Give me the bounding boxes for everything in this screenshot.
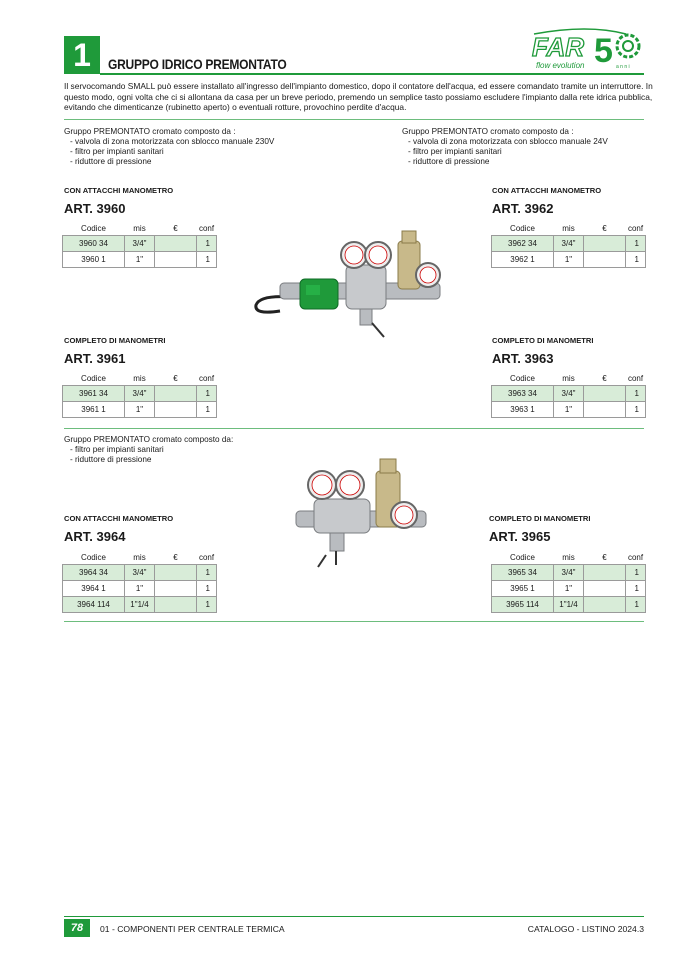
- cell-euro: [584, 565, 626, 581]
- col-mis: mis: [133, 553, 146, 562]
- cell-mis: 3/4": [554, 565, 584, 581]
- group-item: - filtro per impianti sanitari: [70, 147, 164, 156]
- art-3964-subtitle: CON ATTACCHI MANOMETRO: [64, 514, 174, 523]
- cell-euro: [155, 402, 197, 418]
- col-conf: conf: [627, 553, 644, 562]
- cell-conf: 1: [626, 252, 646, 268]
- intro-text: Il servocomando SMALL può essere installato all'ingresso dell'impianto domestico, dopo il contatore dell'acqua, ed essere comandato tramite un interruttore. In questo modo, ogni volta che ci si allontana da casa per un breve periodo, premendo un semplice tasto possiamo escludere l'impianto dalla rete idrica pubblica, evitando che dimenticanze (rubinetto aperto) o eventuali rotture, provochino perdite d'acqua.: [64, 81, 653, 113]
- group-description-bottom: [64, 435, 233, 465]
- cell-euro: [155, 581, 197, 597]
- header-divider: [100, 73, 644, 75]
- col-conf: conf: [198, 374, 215, 383]
- col-codice: Codice: [510, 374, 535, 383]
- group-item: - riduttore di pressione: [408, 157, 490, 166]
- section-divider: [64, 621, 644, 622]
- cell-codice: 3964 114: [63, 597, 125, 613]
- table-row: [63, 597, 217, 613]
- cell-mis: 1": [554, 252, 584, 268]
- art-3965-title: ART. 3965: [489, 529, 551, 544]
- art-3960-table: [62, 222, 217, 268]
- col-codice: Codice: [81, 553, 106, 562]
- cell-mis: 1": [125, 252, 155, 268]
- cell-mis: 1": [125, 581, 155, 597]
- table-row: [492, 565, 646, 581]
- cell-conf: 1: [197, 402, 217, 418]
- cell-conf: 1: [197, 252, 217, 268]
- col-conf: conf: [627, 374, 644, 383]
- cell-mis: 3/4": [554, 386, 584, 402]
- col-conf: conf: [198, 224, 215, 233]
- group-title: Gruppo PREMONTATO cromato composto da :: [64, 127, 236, 136]
- cell-euro: [155, 386, 197, 402]
- art-3960-subtitle: CON ATTACCHI MANOMETRO: [64, 186, 174, 195]
- table-row: [63, 581, 217, 597]
- group-item: - valvola di zona motorizzata con sblocco manuale 230V: [70, 137, 275, 146]
- cell-euro: [155, 252, 197, 268]
- col-euro: €: [602, 224, 607, 233]
- cell-conf: 1: [197, 597, 217, 613]
- cell-codice: 3965 114: [492, 597, 554, 613]
- cell-mis: 3/4": [125, 386, 155, 402]
- cell-conf: 1: [197, 236, 217, 252]
- product-image-motorized-group: [250, 225, 450, 345]
- cell-codice: 3960 34: [63, 236, 125, 252]
- art-3960-title: ART. 3960: [64, 201, 126, 216]
- group-item: - valvola di zona motorizzata con sblocco manuale 24V: [408, 137, 608, 146]
- logo-tagline: flow evolution: [536, 61, 585, 70]
- logo-text: FAR: [532, 32, 584, 62]
- cell-codice: 3963 1: [492, 402, 554, 418]
- cell-codice: 3965 1: [492, 581, 554, 597]
- col-mis: mis: [562, 553, 575, 562]
- art-3964-table: [62, 551, 217, 613]
- far-logo: [528, 26, 646, 72]
- cell-mis: 1": [125, 402, 155, 418]
- cell-mis: 1": [554, 402, 584, 418]
- cell-codice: 3961 34: [63, 386, 125, 402]
- col-euro: €: [173, 224, 178, 233]
- art-3962-title: ART. 3962: [492, 201, 554, 216]
- art-3963-table: [491, 372, 646, 418]
- cell-euro: [584, 252, 626, 268]
- cell-codice: 3963 34: [492, 386, 554, 402]
- cell-mis: 1"1/4: [554, 597, 584, 613]
- table-row: [63, 402, 217, 418]
- art-3964-title: ART. 3964: [64, 529, 126, 544]
- cell-euro: [155, 236, 197, 252]
- group-title: Gruppo PREMONTATO cromato composto da :: [402, 127, 574, 136]
- cell-euro: [155, 597, 197, 613]
- cell-codice: 3962 34: [492, 236, 554, 252]
- group-item: - riduttore di pressione: [70, 455, 152, 464]
- col-mis: mis: [133, 374, 146, 383]
- page-number: 78: [64, 919, 90, 937]
- cell-conf: 1: [626, 386, 646, 402]
- col-euro: €: [173, 374, 178, 383]
- cell-mis: 1"1/4: [125, 597, 155, 613]
- cell-conf: 1: [197, 581, 217, 597]
- group-item: - filtro per impianti sanitari: [408, 147, 502, 156]
- section-divider: [64, 428, 644, 429]
- cell-euro: [584, 597, 626, 613]
- table-row: [492, 236, 646, 252]
- cell-conf: 1: [197, 565, 217, 581]
- art-3963-subtitle: COMPLETO DI MANOMETRI: [492, 336, 594, 345]
- cell-mis: 3/4": [125, 565, 155, 581]
- footer-divider: [64, 916, 644, 917]
- table-row: [63, 386, 217, 402]
- col-euro: €: [173, 553, 178, 562]
- art-3961-table: [62, 372, 217, 418]
- table-row: [492, 252, 646, 268]
- cell-codice: 3965 34: [492, 565, 554, 581]
- section-number: 1: [64, 36, 100, 74]
- col-conf: conf: [627, 224, 644, 233]
- cell-euro: [584, 581, 626, 597]
- group-item: - filtro per impianti sanitari: [70, 445, 164, 454]
- table-row: [492, 597, 646, 613]
- page-title: GRUPPO IDRICO PREMONTATO: [108, 56, 287, 72]
- cell-mis: 3/4": [554, 236, 584, 252]
- footer-catalog: CATALOGO - LISTINO 2024.3: [527, 924, 644, 934]
- cell-euro: [155, 565, 197, 581]
- cell-codice: 3961 1: [63, 402, 125, 418]
- cell-codice: 3960 1: [63, 252, 125, 268]
- col-conf: conf: [198, 553, 215, 562]
- cell-conf: 1: [197, 386, 217, 402]
- group-title: Gruppo PREMONTATO cromato composto da:: [64, 435, 234, 444]
- table-row: [492, 581, 646, 597]
- cell-euro: [584, 236, 626, 252]
- cell-codice: 3962 1: [492, 252, 554, 268]
- art-3965-table: [491, 551, 646, 613]
- col-mis: mis: [133, 224, 146, 233]
- col-codice: Codice: [510, 224, 535, 233]
- cell-conf: 1: [626, 236, 646, 252]
- art-3962-table: [491, 222, 646, 268]
- art-3963-title: ART. 3963: [492, 351, 554, 366]
- cell-mis: 3/4": [125, 236, 155, 252]
- cell-codice: 3964 34: [63, 565, 125, 581]
- product-image-filter-group: [292, 455, 432, 575]
- cell-codice: 3964 1: [63, 581, 125, 597]
- logo-anni: a n n i: [616, 64, 630, 70]
- art-3961-subtitle: COMPLETO DI MANOMETRI: [64, 336, 166, 345]
- cell-conf: 1: [626, 597, 646, 613]
- cell-conf: 1: [626, 581, 646, 597]
- intro-divider: [64, 119, 644, 120]
- table-row: [63, 252, 217, 268]
- table-row: [63, 565, 217, 581]
- cell-conf: 1: [626, 402, 646, 418]
- col-codice: Codice: [510, 553, 535, 562]
- footer-section: 01 - COMPONENTI PER CENTRALE TERMICA: [100, 924, 285, 934]
- table-row: [492, 402, 646, 418]
- cell-euro: [584, 402, 626, 418]
- cell-euro: [584, 386, 626, 402]
- col-mis: mis: [562, 224, 575, 233]
- art-3961-title: ART. 3961: [64, 351, 126, 366]
- col-mis: mis: [562, 374, 575, 383]
- col-codice: Codice: [81, 224, 106, 233]
- cell-mis: 1": [554, 581, 584, 597]
- group-description-left: [64, 127, 274, 167]
- table-row: [63, 236, 217, 252]
- art-3965-subtitle: COMPLETO DI MANOMETRI: [489, 514, 591, 523]
- table-row: [492, 386, 646, 402]
- art-3962-subtitle: CON ATTACCHI MANOMETRO: [492, 186, 602, 195]
- col-euro: €: [602, 553, 607, 562]
- logo-number: 5: [594, 32, 613, 70]
- col-euro: €: [602, 374, 607, 383]
- col-codice: Codice: [81, 374, 106, 383]
- group-item: - riduttore di pressione: [70, 157, 152, 166]
- cell-conf: 1: [626, 565, 646, 581]
- group-description-right: [402, 127, 608, 167]
